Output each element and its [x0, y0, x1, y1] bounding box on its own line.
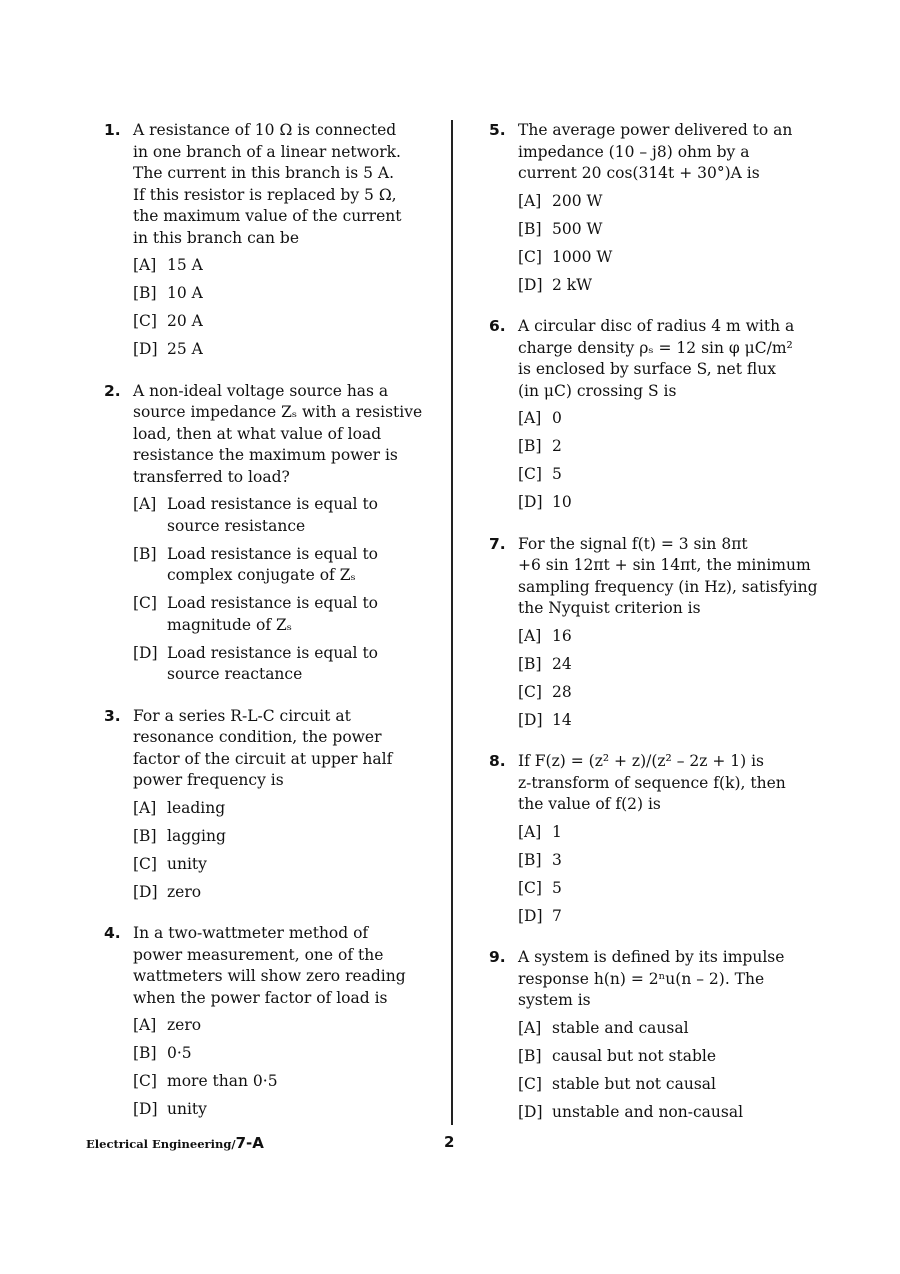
option-d[interactable] — [518, 1102, 819, 1124]
question-text: A non-ideal voltage source has a source impedance Zₛ with a resistive load, then at what value of load resistance the maximum power is transferred to load? — [133, 381, 423, 486]
option-letter: [A] — [518, 822, 542, 841]
option-d[interactable] — [518, 906, 819, 928]
option-text: 7 — [552, 906, 562, 925]
option-text: unity — [167, 854, 207, 873]
option-text: 10 A — [167, 284, 203, 302]
option-list — [518, 408, 819, 514]
question-3 — [104, 706, 434, 904]
option-text: 200 W — [552, 191, 603, 210]
question-4 — [104, 923, 434, 1121]
option-letter: [D] — [518, 275, 543, 294]
option-letter: [C] — [133, 1072, 157, 1090]
option-letter: [C] — [133, 312, 157, 330]
option-letter: [C] — [518, 682, 542, 701]
option-b[interactable] — [133, 544, 434, 587]
option-list — [133, 798, 434, 904]
option-b[interactable] — [518, 654, 819, 676]
option-letter: [B] — [518, 1046, 542, 1065]
option-letter: [B] — [518, 219, 542, 238]
option-text: 5 — [552, 465, 562, 483]
option-b[interactable] — [518, 219, 819, 241]
option-letter: [C] — [518, 1074, 542, 1093]
option-list — [518, 1018, 819, 1124]
option-text: 24 — [552, 654, 572, 673]
option-d[interactable] — [518, 275, 819, 297]
question-text: A resistance of 10 Ω is connected in one branch of a linear network. The current in this branch is 5 A. If this resistor is replaced by 5 Ω, the maximum value of the current in this branch can be — [133, 121, 402, 247]
option-text: 500 W — [552, 219, 603, 238]
option-a[interactable] — [133, 798, 434, 820]
option-text: Load resistance is equal to source resistance — [167, 495, 378, 535]
option-letter: [A] — [518, 626, 542, 645]
option-text: 2 kW — [552, 275, 593, 294]
option-a[interactable] — [133, 494, 434, 537]
footer-subject-text: Electrical Engineering/ — [86, 1137, 236, 1151]
option-text: zero — [167, 1016, 202, 1034]
option-list — [518, 626, 819, 732]
option-text: 5 — [552, 878, 562, 897]
option-c[interactable] — [518, 464, 819, 486]
option-text: 3 — [552, 850, 562, 869]
option-c[interactable] — [518, 878, 819, 900]
option-text: zero — [167, 882, 202, 901]
question-number: 9. — [489, 948, 506, 966]
option-letter: [D] — [518, 1102, 543, 1121]
question-number: 7. — [489, 534, 506, 553]
option-letter: [D] — [133, 340, 158, 358]
option-letter: [A] — [133, 256, 157, 274]
option-b[interactable] — [133, 826, 434, 848]
option-letter: [A] — [518, 1018, 542, 1037]
option-b[interactable] — [518, 850, 819, 872]
option-letter: [A] — [518, 191, 542, 210]
question-text: For a series R-L-C circuit at resonance condition, the power factor of the circuit at upper half power frequency is — [133, 706, 393, 789]
option-c[interactable] — [133, 311, 434, 333]
option-letter: [A] — [518, 409, 542, 427]
option-c[interactable] — [518, 682, 819, 704]
option-list — [133, 1015, 434, 1121]
option-letter: [C] — [133, 594, 157, 612]
option-text: 14 — [552, 710, 572, 729]
question-text: In a two-wattmeter method of power measurement, one of the wattmeters will show zero reading when the power factor of load is — [133, 924, 406, 1007]
option-text: 1000 W — [552, 247, 613, 266]
option-text: 25 A — [167, 340, 203, 358]
option-c[interactable] — [518, 247, 819, 269]
option-text: leading — [167, 798, 226, 817]
option-text: 15 A — [167, 256, 203, 274]
option-text: lagging — [167, 826, 226, 845]
column-divider — [451, 120, 453, 1125]
option-letter: [B] — [133, 544, 157, 563]
option-b[interactable] — [133, 1043, 434, 1065]
option-letter: [D] — [133, 882, 158, 901]
question-text: The average power delivered to an impedance (10 – j8) ohm by a current 20 cos(314t + 30°)A is — [518, 121, 793, 182]
option-letter: [A] — [133, 1016, 157, 1034]
question-number: 4. — [104, 924, 121, 942]
question-number: 8. — [489, 752, 506, 770]
option-letter: [D] — [518, 906, 543, 925]
option-text: Load resistance is equal to magnitude of Zₛ — [167, 594, 378, 634]
question-6 — [489, 316, 819, 514]
option-c[interactable] — [133, 854, 434, 876]
option-a[interactable] — [518, 191, 819, 213]
option-letter: [B] — [518, 437, 542, 455]
option-text: 2 — [552, 437, 562, 455]
option-text: more than 0·5 — [167, 1072, 278, 1090]
option-letter: [D] — [518, 710, 543, 729]
option-b[interactable] — [133, 283, 434, 305]
page-number: 2 — [444, 1133, 455, 1151]
option-list — [133, 255, 434, 361]
option-a[interactable] — [518, 822, 819, 844]
option-text: stable but not causal — [552, 1074, 716, 1093]
question-number: 3. — [104, 706, 121, 725]
option-list — [518, 822, 819, 928]
option-text: 10 — [552, 493, 572, 511]
option-text: 16 — [552, 626, 572, 645]
question-5 — [489, 120, 819, 296]
question-2 — [104, 381, 434, 686]
option-c[interactable] — [518, 1074, 819, 1096]
question-number: 6. — [489, 317, 506, 335]
option-a[interactable] — [518, 1018, 819, 1040]
option-d[interactable] — [133, 339, 434, 361]
question-9 — [489, 947, 819, 1123]
option-d[interactable] — [133, 643, 434, 686]
option-text: 28 — [552, 682, 572, 701]
question-8 — [489, 751, 819, 927]
footer-subject — [86, 1134, 264, 1152]
option-a[interactable] — [518, 626, 819, 648]
option-text: causal but not stable — [552, 1046, 716, 1065]
question-1 — [104, 120, 434, 361]
option-letter: [C] — [518, 247, 542, 266]
option-a[interactable] — [518, 408, 819, 430]
option-list — [518, 191, 819, 297]
question-text: A system is defined by its impulse response h(n) = 2ⁿu(n – 2). The system is — [518, 948, 785, 1009]
option-a[interactable] — [133, 255, 434, 277]
left-column — [104, 120, 434, 1141]
option-c[interactable] — [133, 1071, 434, 1093]
option-letter: [D] — [518, 493, 543, 511]
option-letter: [C] — [133, 854, 157, 873]
option-letter: [D] — [133, 1100, 158, 1118]
option-b[interactable] — [518, 1046, 819, 1068]
option-letter: [B] — [518, 654, 542, 673]
option-letter: [B] — [518, 850, 542, 869]
option-letter: [B] — [133, 826, 157, 845]
option-text: unity — [167, 1100, 207, 1118]
option-a[interactable] — [133, 1015, 434, 1037]
option-letter: [A] — [133, 798, 157, 817]
option-text: 0·5 — [167, 1044, 192, 1062]
option-text: 0 — [552, 409, 562, 427]
option-letter: [C] — [518, 878, 542, 897]
question-7 — [489, 534, 819, 732]
question-number: 5. — [489, 121, 506, 139]
option-text: stable and causal — [552, 1018, 689, 1037]
option-text: unstable and non-causal — [552, 1102, 744, 1121]
option-b[interactable] — [518, 436, 819, 458]
option-text: 1 — [552, 822, 562, 841]
option-text: 20 A — [167, 312, 203, 330]
question-text: For the signal f(t) = 3 sin 8πt +6 sin 12πt + sin 14πt, the minimum sampling frequency (in Hz), satisfying the Nyquist criterion is — [518, 534, 818, 617]
option-d[interactable] — [133, 1099, 434, 1121]
option-d[interactable] — [518, 492, 819, 514]
option-list — [133, 494, 434, 686]
question-text: A circular disc of radius 4 m with a charge density ρₛ = 12 sin φ μC/m² is enclosed by surface S, net flux (in μC) crossing S is — [518, 317, 795, 400]
right-column — [489, 120, 819, 1143]
option-c[interactable] — [133, 593, 434, 636]
option-letter: [C] — [518, 465, 542, 483]
option-text: Load resistance is equal to source reactance — [167, 643, 378, 683]
footer-booklet-code: 7-A — [235, 1134, 264, 1152]
option-d[interactable] — [518, 710, 819, 732]
question-text: If F(z) = (z² + z)/(z² – 2z + 1) is z-transform of sequence f(k), then the value of f(2) is — [518, 752, 786, 813]
question-number: 1. — [104, 121, 121, 139]
option-d[interactable] — [133, 882, 434, 904]
option-letter: [A] — [133, 495, 157, 513]
option-letter: [B] — [133, 284, 157, 302]
option-text: Load resistance is equal to complex conjugate of Zₛ — [167, 544, 378, 584]
option-letter: [B] — [133, 1044, 157, 1062]
question-number: 2. — [104, 381, 121, 400]
option-letter: [D] — [133, 643, 158, 662]
